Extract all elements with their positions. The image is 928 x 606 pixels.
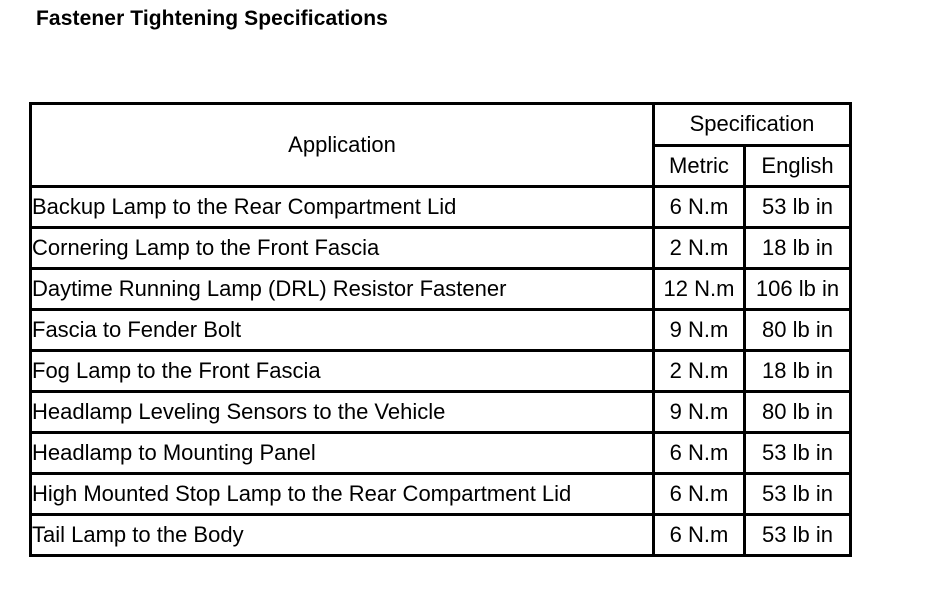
table-row: [32, 475, 849, 513]
header-english: English: [746, 147, 849, 186]
table-row: [32, 188, 849, 226]
english-cell: 80 lb in: [746, 311, 849, 349]
table-row: [32, 393, 849, 431]
application-cell: Daytime Running Lamp (DRL) Resistor Fastener: [32, 270, 652, 308]
metric-cell: 12 N.m: [655, 270, 743, 308]
table-row: [32, 229, 849, 267]
english-cell: 80 lb in: [746, 393, 849, 431]
english-cell: 53 lb in: [746, 516, 849, 554]
application-cell: Fog Lamp to the Front Fascia: [32, 352, 652, 390]
application-cell: Headlamp to Mounting Panel: [32, 434, 652, 472]
english-cell: 106 lb in: [746, 270, 849, 308]
table-row: [32, 311, 849, 349]
metric-cell: 2 N.m: [655, 352, 743, 390]
metric-cell: 6 N.m: [655, 434, 743, 472]
application-cell: Cornering Lamp to the Front Fascia: [32, 229, 652, 267]
table-row: [32, 270, 849, 308]
header-row-top: [32, 105, 849, 144]
header-metric: Metric: [655, 147, 743, 186]
table-row: [32, 352, 849, 390]
english-cell: 18 lb in: [746, 352, 849, 390]
metric-cell: 6 N.m: [655, 188, 743, 226]
metric-cell: 9 N.m: [655, 311, 743, 349]
english-cell: 53 lb in: [746, 475, 849, 513]
table-row: [32, 516, 849, 554]
application-cell: High Mounted Stop Lamp to the Rear Compartment Lid: [32, 475, 652, 513]
application-cell: Headlamp Leveling Sensors to the Vehicle: [32, 393, 652, 431]
application-cell: Backup Lamp to the Rear Compartment Lid: [32, 188, 652, 226]
metric-cell: 9 N.m: [655, 393, 743, 431]
english-cell: 53 lb in: [746, 434, 849, 472]
spec-table: [29, 102, 852, 557]
application-cell: Tail Lamp to the Body: [32, 516, 652, 554]
english-cell: 53 lb in: [746, 188, 849, 226]
application-cell: Fascia to Fender Bolt: [32, 311, 652, 349]
metric-cell: 2 N.m: [655, 229, 743, 267]
metric-cell: 6 N.m: [655, 475, 743, 513]
header-application: Application: [32, 105, 652, 185]
header-specification: Specification: [655, 105, 849, 144]
page-title: Fastener Tightening Specifications: [36, 7, 388, 30]
table-row: [32, 434, 849, 472]
metric-cell: 6 N.m: [655, 516, 743, 554]
english-cell: 18 lb in: [746, 229, 849, 267]
